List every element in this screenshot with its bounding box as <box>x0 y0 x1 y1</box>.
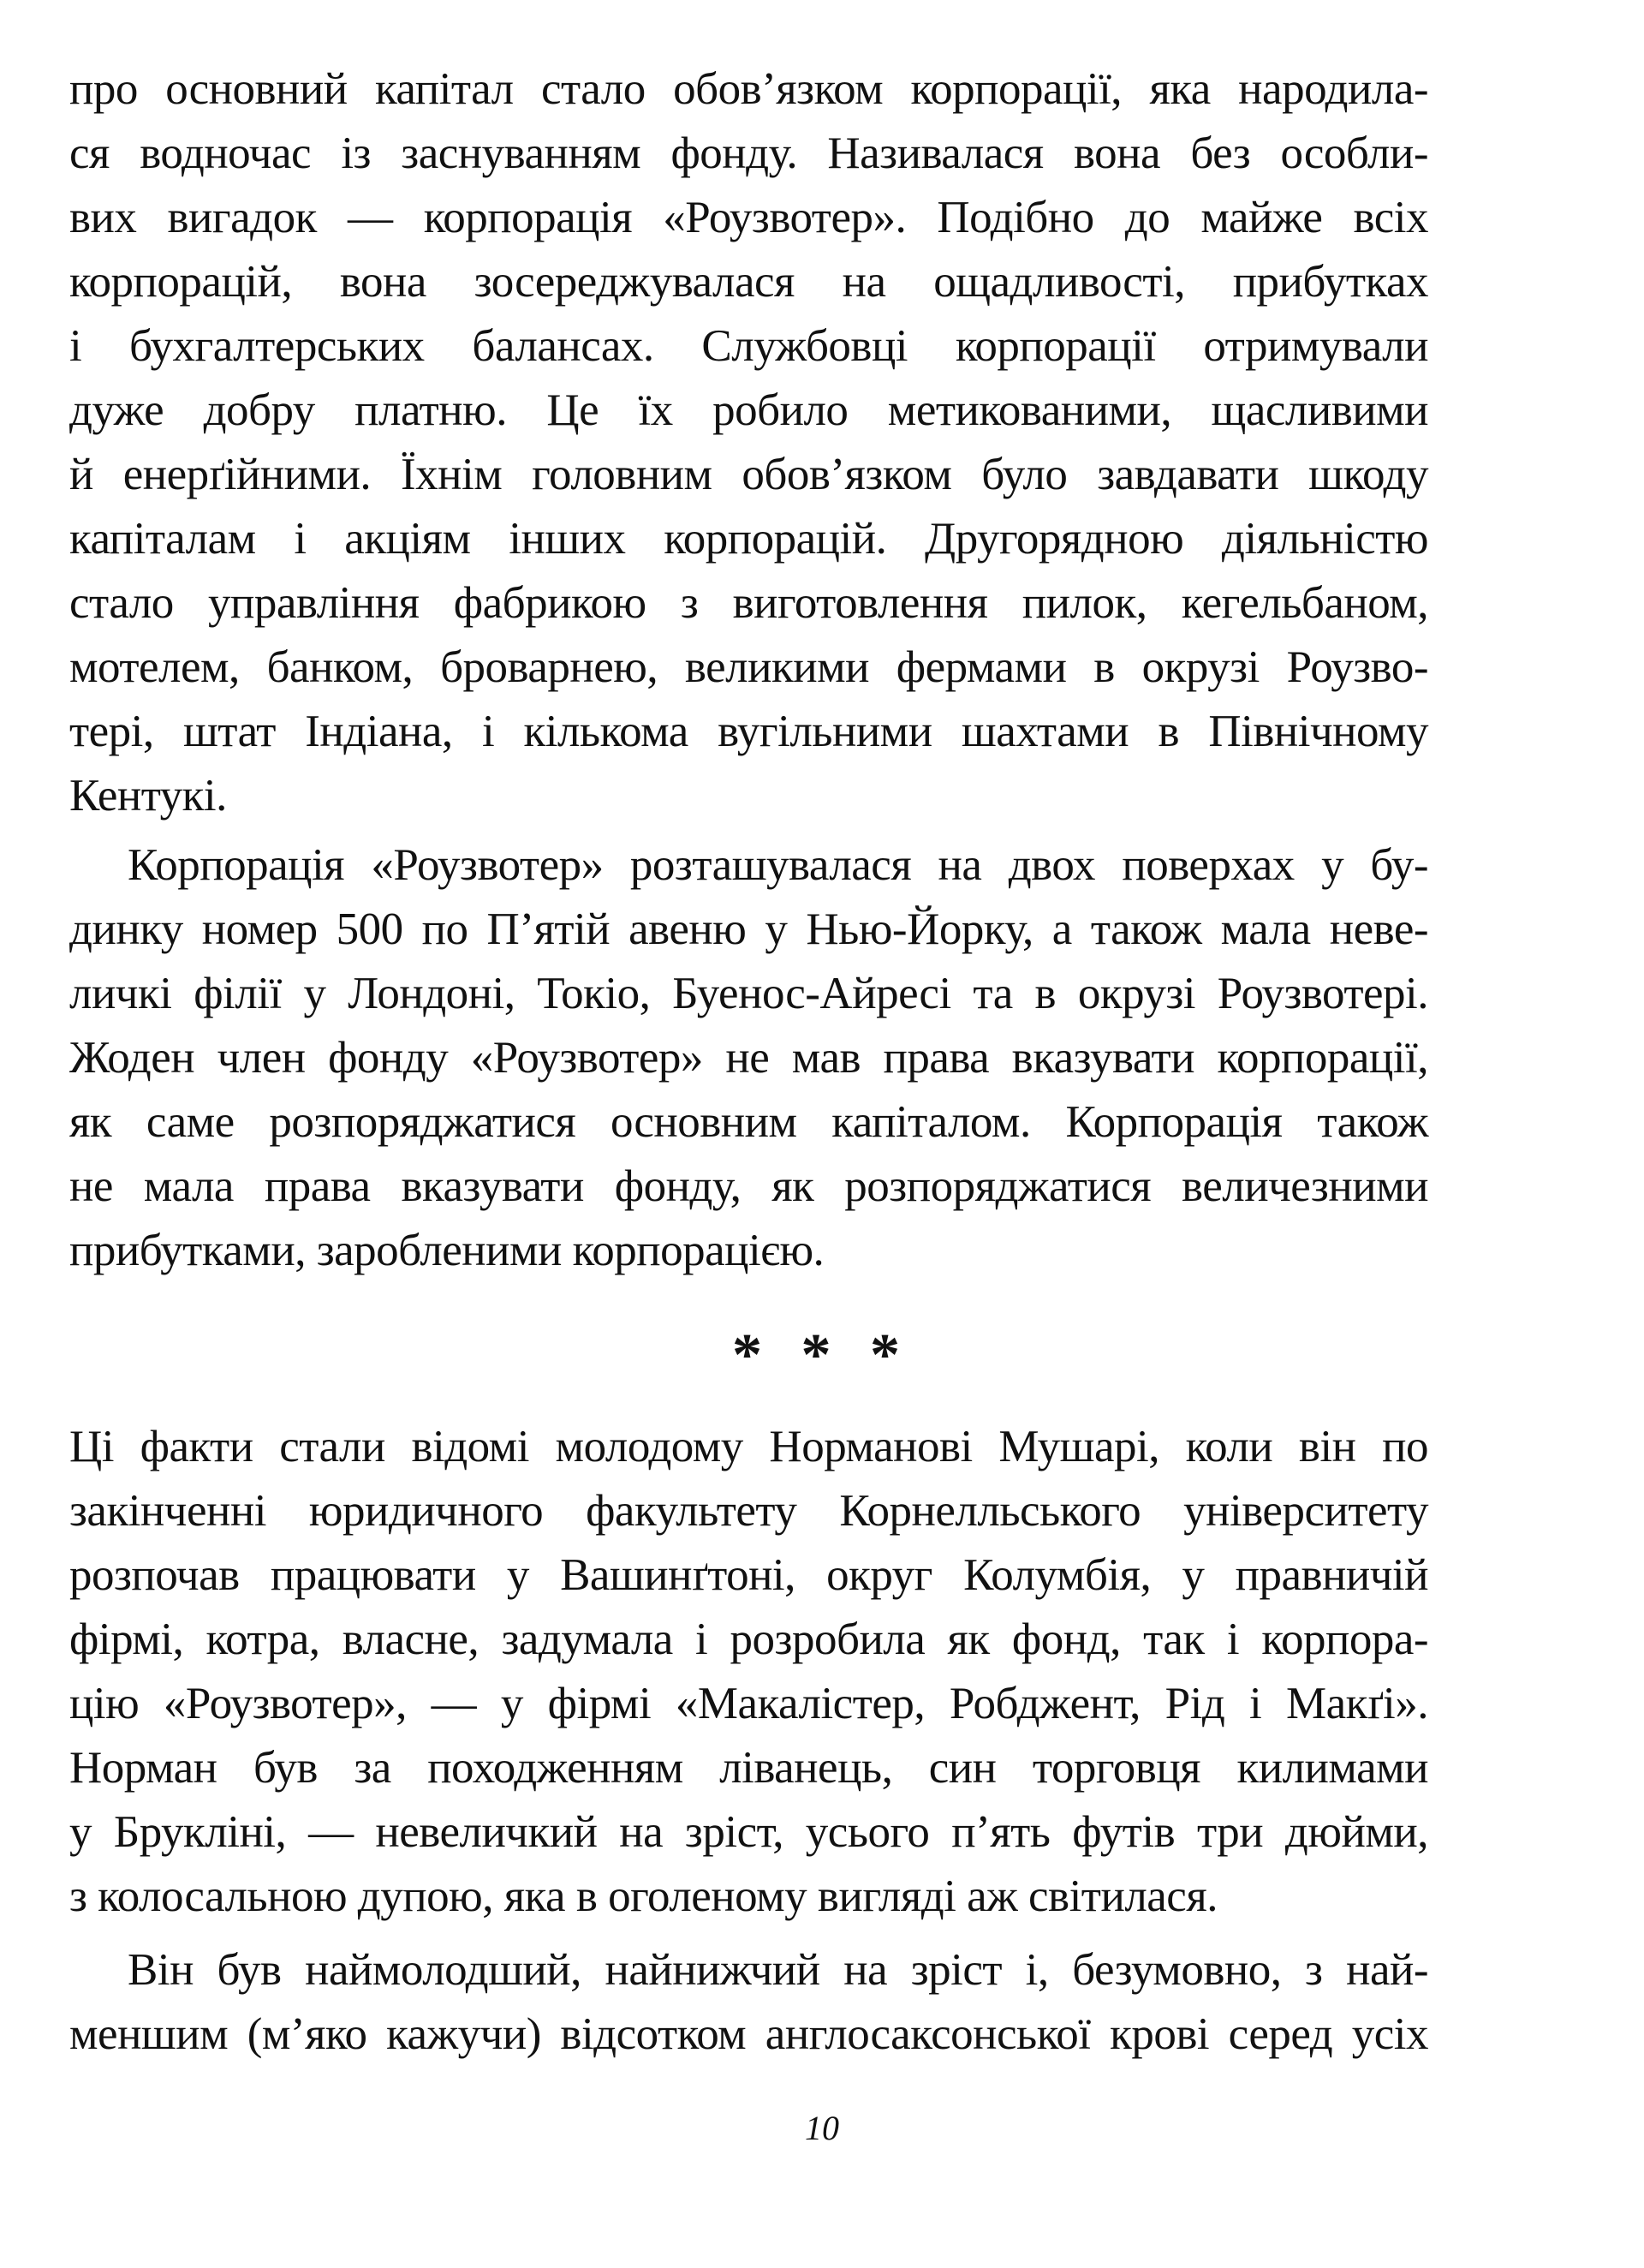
text-line: у Брукліні, — невеличкий на зріст, усього п’ять футів три дюйми, <box>69 1807 1428 1857</box>
text-line: дуже добру платню. Це їх робило метикованими, щасливими <box>69 385 1428 435</box>
text-line: тері, штат Індіана, і кількома вугільними шахтами в Північному <box>69 707 1428 756</box>
text-line: Корпорація «Роузвотер» розташувалася на двох поверхах у бу- <box>128 840 1428 890</box>
text-line: ся водночас із заснуванням фонду. Називалася вона без особли- <box>69 128 1428 178</box>
text-line: вих вигадок — корпорація «Роузвотер». Подібно до майже всіх <box>69 193 1428 242</box>
text-line: корпорацій, вона зосереджувалася на ощадливості, прибутках <box>69 257 1428 307</box>
text-line: Норман був за походженням ліванець, син торговця килимами <box>69 1743 1428 1793</box>
text-line: меншим (м’яко кажучи) відсотком англосаксонської крові серед усіх <box>69 2009 1428 2059</box>
paragraph-1 <box>69 57 1428 828</box>
text-line: й енерґійними. Їхнім головним обов’язком було завдавати шкоду <box>69 450 1428 499</box>
text-line: личкі філії у Лондоні, Токіо, Буенос-Айресі та в окрузі Роузвотері. <box>69 969 1428 1018</box>
text-line: з колосальною дупою, яка в оголеному вигляді аж світилася. <box>69 1871 1218 1921</box>
text-line: про основний капітал стало обов’язком корпорації, яка народила- <box>69 64 1428 114</box>
page-number: 10 <box>805 2109 839 2147</box>
text-line: Жоден член фонду «Роузвотер» не мав права вказувати корпорації, <box>69 1033 1428 1083</box>
text-line: Він був наймолодший, найнижчий на зріст і, безумовно, з най- <box>128 1945 1428 1995</box>
text-line: Кентукі. <box>69 771 227 821</box>
text-line: як саме розпоряджатися основним капіталом. Корпорація також <box>69 1097 1428 1147</box>
text-line: Ці факти стали відомі молодому Норманові Мушарі, коли він по <box>69 1422 1428 1471</box>
text-line: розпочав працювати у Вашинґтоні, округ Колумбія, у правничій <box>69 1550 1428 1600</box>
text-line: стало управління фабрикою з виготовлення пилок, кегельбаном, <box>69 578 1428 628</box>
text-line: не мала права вказувати фонду, як розпоряджатися величезними <box>69 1161 1428 1211</box>
text-line: прибутками, заробленими корпорацією. <box>69 1226 825 1275</box>
text-line: цію «Роузвотер», — у фірмі «Макалістер, Робджент, Рід і Макґі». <box>69 1679 1428 1728</box>
paragraph-2 <box>69 833 1428 1283</box>
text-line: і бухгалтерських балансах. Службовці корпорації отримували <box>69 321 1428 371</box>
text-line: динку номер 500 по П’ятій авеню у Нью-Йорку, а також мала неве- <box>69 904 1428 954</box>
text-line: закінченні юридичного факультету Корнелльського університету <box>69 1486 1428 1536</box>
paragraph-3 <box>69 1415 1428 1929</box>
text-line: фірмі, котра, власне, задумала і розробила як фонд, так і корпора- <box>69 1614 1428 1664</box>
text-line: капіталам і акціям інших корпорацій. Другорядною діяльністю <box>69 514 1428 564</box>
text-line: мотелем, банком, броварнею, великими фермами в окрузі Роузво- <box>69 642 1428 692</box>
section-separator: * * * <box>732 1322 912 1388</box>
paragraph-4 <box>69 1938 1428 2067</box>
